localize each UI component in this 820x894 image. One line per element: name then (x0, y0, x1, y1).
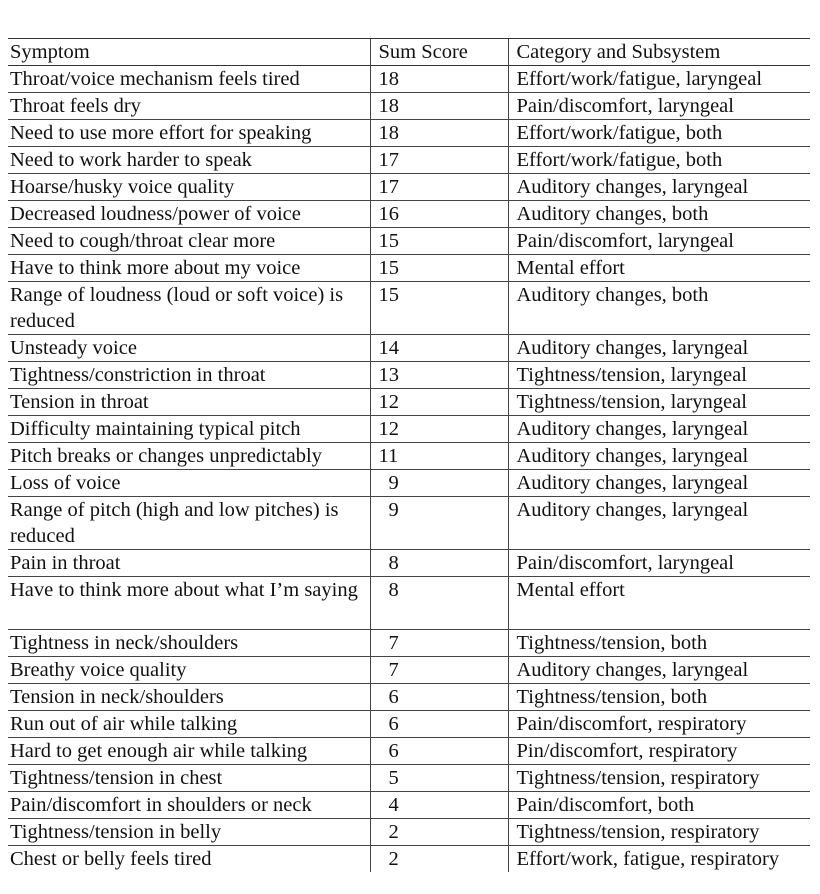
category-cell: Auditory changes, laryngeal (508, 497, 810, 550)
category-cell: Pain/discomfort, respiratory (508, 711, 810, 738)
symptom-cell: Unsteady voice (8, 335, 370, 362)
table-row (8, 738, 810, 765)
category-cell: Auditory changes, laryngeal (508, 335, 810, 362)
symptom-cell: Need to use more effort for speaking (8, 120, 370, 147)
sum-score-cell: 18 (370, 120, 508, 147)
sum-score-cell: 13 (370, 362, 508, 389)
symptom-cell: Breathy voice quality (8, 657, 370, 684)
category-cell: Auditory changes, laryngeal (508, 657, 810, 684)
category-cell: Effort/work/fatigue, both (508, 147, 810, 174)
sum-score-cell: 6 (370, 738, 508, 765)
table-row (8, 282, 810, 335)
table-row (8, 550, 810, 577)
symptom-cell: Tightness/tension in chest (8, 765, 370, 792)
table-row (8, 93, 810, 120)
sum-score-cell: 4 (370, 792, 508, 819)
table-row (8, 657, 810, 684)
category-cell: Tightness/tension, both (508, 684, 810, 711)
table-row (8, 577, 810, 630)
sum-score-cell: 18 (370, 93, 508, 120)
table-row (8, 255, 810, 282)
category-cell: Pain/discomfort, both (508, 792, 810, 819)
sum-score-cell: 2 (370, 819, 508, 846)
symptom-cell: Decreased loudness/power of voice (8, 201, 370, 228)
symptom-cell: Tightness/tension in belly (8, 819, 370, 846)
header-category: Category and Subsystem (508, 39, 810, 66)
header-symptom: Symptom (8, 39, 370, 66)
symptom-table (8, 38, 810, 872)
symptom-cell: Hard to get enough air while talking (8, 738, 370, 765)
symptom-cell: Range of loudness (loud or soft voice) is reduced (8, 282, 370, 335)
table-row (8, 389, 810, 416)
sum-score-cell: 14 (370, 335, 508, 362)
table-row (8, 497, 810, 550)
table-row (8, 630, 810, 657)
category-cell: Pain/discomfort, laryngeal (508, 550, 810, 577)
sum-score-cell: 12 (370, 389, 508, 416)
table-row (8, 362, 810, 389)
symptom-cell: Tightness/constriction in throat (8, 362, 370, 389)
sum-score-cell: 15 (370, 255, 508, 282)
category-cell: Effort/work, fatigue, respiratory (508, 846, 810, 873)
category-cell: Effort/work/fatigue, both (508, 120, 810, 147)
sum-score-cell: 6 (370, 684, 508, 711)
symptom-cell: Tightness in neck/shoulders (8, 630, 370, 657)
table-row (8, 174, 810, 201)
table-row (8, 335, 810, 362)
table-row (8, 792, 810, 819)
table-row (8, 470, 810, 497)
sum-score-cell: 17 (370, 147, 508, 174)
category-cell: Tightness/tension, laryngeal (508, 389, 810, 416)
symptom-cell: Have to think more about my voice (8, 255, 370, 282)
category-cell: Effort/work/fatigue, laryngeal (508, 66, 810, 93)
category-cell: Auditory changes, laryngeal (508, 470, 810, 497)
category-cell: Auditory changes, laryngeal (508, 443, 810, 470)
sum-score-cell: 8 (370, 550, 508, 577)
table-row (8, 684, 810, 711)
symptom-cell: Range of pitch (high and low pitches) is reduced (8, 497, 370, 550)
symptom-cell: Tension in neck/shoulders (8, 684, 370, 711)
symptom-cell: Pain/discomfort in shoulders or neck (8, 792, 370, 819)
table-row (8, 711, 810, 738)
sum-score-cell: 2 (370, 846, 508, 873)
sum-score-cell: 18 (370, 66, 508, 93)
table-row (8, 765, 810, 792)
table-row (8, 819, 810, 846)
category-cell: Auditory changes, both (508, 201, 810, 228)
symptom-cell: Need to work harder to speak (8, 147, 370, 174)
header-sum-score: Sum Score (370, 39, 508, 66)
sum-score-cell: 11 (370, 443, 508, 470)
table-row (8, 201, 810, 228)
category-cell: Tightness/tension, both (508, 630, 810, 657)
category-cell: Auditory changes, both (508, 282, 810, 335)
table-row (8, 846, 810, 873)
symptom-cell: Loss of voice (8, 470, 370, 497)
category-cell: Auditory changes, laryngeal (508, 174, 810, 201)
symptom-cell: Chest or belly feels tired (10, 848, 212, 870)
category-cell: Pain/discomfort, laryngeal (508, 228, 810, 255)
sum-score-cell: 16 (370, 201, 508, 228)
sum-score-cell: 12 (370, 416, 508, 443)
category-cell: Tightness/tension, respiratory (508, 765, 810, 792)
table-body (8, 66, 810, 873)
symptom-cell: Run out of air while talking (8, 711, 370, 738)
symptom-cell: Throat/voice mechanism feels tired (8, 66, 370, 93)
sum-score-cell: 7 (370, 630, 508, 657)
sum-score-cell: 15 (370, 282, 508, 335)
symptom-cell: Tension in throat (8, 389, 370, 416)
sum-score-cell: 17 (370, 174, 508, 201)
category-cell: Pain/discomfort, laryngeal (508, 93, 810, 120)
sum-score-cell: 15 (370, 228, 508, 255)
category-cell: Mental effort (508, 577, 810, 630)
table-row (8, 147, 810, 174)
table-row (8, 66, 810, 93)
header-row (8, 39, 810, 66)
table-row (8, 443, 810, 470)
category-cell: Tightness/tension, respiratory (508, 819, 810, 846)
table-row (8, 120, 810, 147)
symptom-cell: Hoarse/husky voice quality (8, 174, 370, 201)
category-cell: Auditory changes, laryngeal (508, 416, 810, 443)
symptom-cell: Difficulty maintaining typical pitch (8, 416, 370, 443)
sum-score-cell: 5 (370, 765, 508, 792)
category-cell: Pin/discomfort, respiratory (508, 738, 810, 765)
symptom-cell: Pitch breaks or changes unpredictably (8, 443, 370, 470)
table-row (8, 228, 810, 255)
category-cell: Tightness/tension, laryngeal (508, 362, 810, 389)
sum-score-cell: 9 (370, 497, 508, 550)
sum-score-cell: 7 (370, 657, 508, 684)
symptom-cell: Throat feels dry (8, 93, 370, 120)
symptom-cell: Pain in throat (8, 550, 370, 577)
sum-score-cell: 6 (370, 711, 508, 738)
symptom-cell: Have to think more about what I’m saying (8, 577, 370, 630)
sum-score-cell: 9 (370, 470, 508, 497)
symptom-table-container (8, 38, 814, 872)
symptom-cell: Need to cough/throat clear more (8, 228, 370, 255)
table-row (8, 416, 810, 443)
category-cell: Mental effort (508, 255, 810, 282)
sum-score-cell: 8 (370, 577, 508, 630)
